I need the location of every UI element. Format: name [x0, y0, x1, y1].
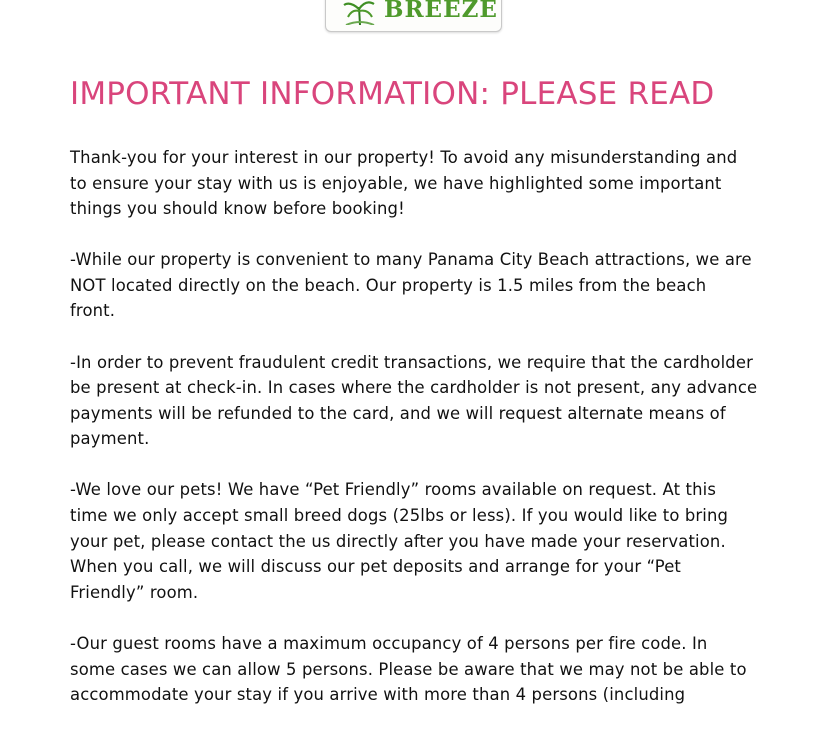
- text-line: accommodate your stay if you arrive with more than 4 persons (including: [70, 685, 686, 705]
- text-line: payment.: [70, 429, 150, 449]
- occupancy-paragraph: [70, 631, 770, 708]
- text-line: to ensure your stay with us is enjoyable, we have highlighted some important: [70, 173, 722, 193]
- text-line: time we only accept small breed dogs (25lbs or less). If you would like to bring: [70, 506, 729, 526]
- cardholder-paragraph: [70, 350, 770, 452]
- text-line: be present at check-in. In cases where the cardholder is not present, any advance: [70, 378, 758, 398]
- text-line: -While our property is convenient to many Panama City Beach attractions, we are: [70, 250, 752, 270]
- text-line: payments will be refunded to the card, and we will request alternate means of: [70, 403, 726, 423]
- pets-paragraph: [70, 477, 770, 605]
- text-line: Thank-you for your interest in our property! To avoid any misunderstanding and: [70, 148, 738, 167]
- text-line: front.: [70, 301, 116, 321]
- text-line: -Our guest rooms have a maximum occupancy of 4 persons per fire code. In: [70, 633, 708, 653]
- text-line: When you call, we will discuss our pet deposits and arrange for your “Pet: [70, 557, 681, 577]
- logo-text: BREEZE: [384, 0, 498, 23]
- text-line: Friendly” room.: [70, 582, 199, 602]
- text-line: some cases we can allow 5 persons. Please be aware that we may not be able to: [70, 659, 747, 679]
- text-line: -We love our pets! We have “Pet Friendly” rooms available on request. At this: [70, 480, 717, 500]
- location-paragraph: [70, 247, 770, 324]
- page-title: IMPORTANT INFORMATION: PLEASE READ: [70, 76, 715, 112]
- palm-grass-icon: [340, 0, 380, 25]
- breeze-logo: [325, 0, 502, 32]
- text-line: -In order to prevent fraudulent credit transactions, we require that the cardholder: [70, 352, 753, 372]
- text-line: things you should know before booking!: [70, 199, 405, 219]
- text-line: your pet, please contact the us directly after you have made your reservation.: [70, 531, 726, 551]
- intro-paragraph: [70, 145, 770, 222]
- text-line: NOT located directly on the beach. Our property is 1.5 miles from the beach: [70, 275, 707, 295]
- notice-body: [70, 145, 770, 733]
